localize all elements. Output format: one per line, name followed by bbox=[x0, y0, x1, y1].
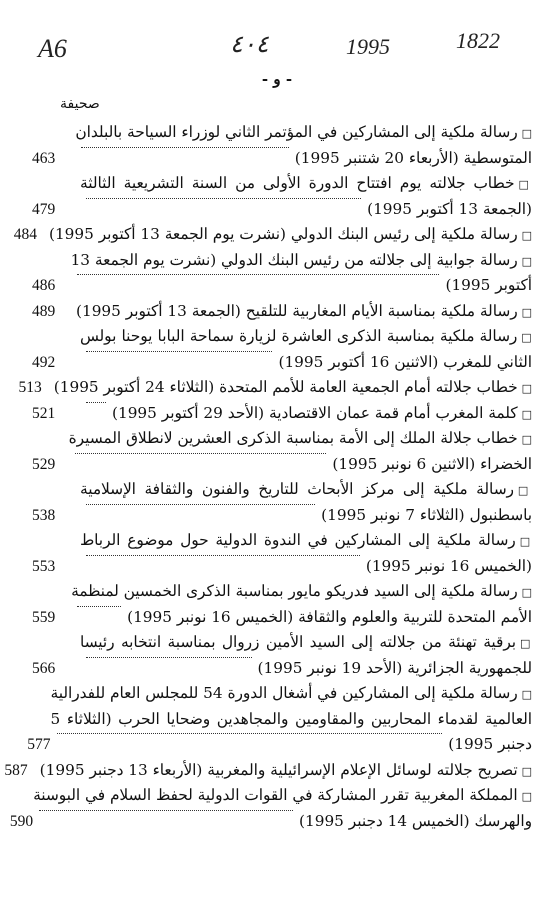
square-bullet-icon: □ bbox=[521, 433, 532, 446]
toc-page-number: 513 bbox=[18, 379, 42, 396]
square-bullet-icon: □ bbox=[521, 305, 532, 319]
toc-entry-line bbox=[80, 350, 532, 376]
toc-entry-line bbox=[51, 732, 532, 758]
toc-entry bbox=[18, 375, 532, 401]
toc-page-number: 590 bbox=[9, 812, 34, 830]
toc-entry bbox=[32, 171, 532, 222]
leader-dots bbox=[77, 273, 440, 275]
page-marker: - و - bbox=[261, 70, 293, 88]
toc-entry-text-wrap bbox=[80, 633, 532, 651]
toc-entry-line bbox=[51, 707, 532, 733]
handwritten-a6: A6 bbox=[38, 34, 67, 63]
toc-entry bbox=[32, 426, 532, 477]
toc-entry-title bbox=[33, 783, 532, 834]
toc-entry-text-wrap bbox=[40, 758, 532, 784]
toc-page-number: 566 bbox=[32, 659, 56, 677]
toc-entry-line bbox=[69, 452, 532, 478]
square-bullet-icon: □ bbox=[521, 254, 532, 268]
toc-page-number: 486 bbox=[32, 277, 56, 294]
toc-entry-text-wrap bbox=[33, 786, 532, 804]
toc-entry-title bbox=[71, 579, 532, 630]
toc-entry-text: رسالة ملكية بمناسبة الأيام المغاربية للتلقيح (الجمعة 13 أكتوبر 1995) bbox=[76, 301, 518, 320]
toc-page-number: 463 bbox=[32, 149, 56, 167]
toc-entry-text: الثاني للمغرب (الاثنين 16 أكتوبر 1995) bbox=[278, 352, 532, 371]
toc-page-number: 587 bbox=[4, 761, 28, 779]
toc-entry bbox=[32, 579, 532, 630]
toc-entry-title bbox=[64, 299, 532, 325]
toc-entry-title bbox=[71, 248, 532, 299]
toc-entry bbox=[4, 758, 532, 784]
square-bullet-icon: □ bbox=[521, 407, 532, 421]
leader-dots bbox=[57, 732, 443, 734]
toc-list bbox=[4, 120, 532, 834]
toc-entry-text: رسالة ملكية إلى المشاركين في المؤتمر الثاني لوزراء السياحة بالبلدان bbox=[75, 123, 518, 141]
toc-entry-title bbox=[80, 630, 532, 681]
toc-entry-line bbox=[80, 503, 532, 529]
toc-entry-text: رسالة جوابية إلى جلالته من رئيس البنك الدولي (نشرت يوم الجمعة 13 bbox=[70, 250, 518, 269]
toc-page-number: 553 bbox=[32, 557, 56, 575]
toc-entry bbox=[32, 324, 532, 375]
toc-entry-text-wrap bbox=[80, 174, 532, 192]
square-bullet-icon: □ bbox=[521, 331, 532, 344]
toc-entry bbox=[32, 120, 532, 171]
toc-entry-line bbox=[80, 477, 532, 503]
toc-entry-text: خطاب جلالته أمام الجمعية العامة للأمم المتحدة (الثلاثاء 24 أكتوبر 1995) bbox=[53, 378, 518, 396]
toc-page-number: 538 bbox=[32, 506, 56, 524]
toc-entry-text: كلمة المغرب أمام قمة عمان الاقتصادية (الأحد 29 أكتوبر 1995) bbox=[112, 403, 518, 422]
toc-entry-title bbox=[80, 324, 532, 375]
toc-entry-line bbox=[80, 630, 532, 656]
toc-entry-line bbox=[80, 197, 532, 223]
toc-entry-text: باسطنبول (الثلاثاء 7 نونبر 1995) bbox=[321, 505, 532, 524]
toc-entry-line bbox=[71, 248, 532, 274]
leader-dots bbox=[77, 605, 121, 607]
toc-entry-line bbox=[80, 656, 532, 682]
toc-entry-text-wrap bbox=[49, 222, 532, 248]
toc-entry-line bbox=[71, 605, 532, 631]
toc-page-number: 529 bbox=[32, 455, 56, 473]
toc-entry-title bbox=[80, 401, 532, 427]
toc-entry-line bbox=[71, 579, 532, 605]
toc-page-number: 489 bbox=[32, 302, 56, 320]
leader-dots bbox=[39, 809, 293, 811]
square-bullet-icon: □ bbox=[518, 178, 532, 191]
toc-entry-text: تصريح جلالته لوسائل الإعلام الإسرائيلية والمغربية (الأربعاء 13 دجنبر 1995) bbox=[39, 760, 518, 779]
leader-dots bbox=[86, 503, 315, 505]
toc-entry-line bbox=[33, 809, 532, 835]
square-bullet-icon: □ bbox=[521, 688, 532, 701]
square-bullet-icon: □ bbox=[521, 764, 532, 778]
toc-entry-text-wrap bbox=[69, 429, 532, 447]
toc-entry bbox=[32, 630, 532, 681]
square-bullet-icon: □ bbox=[520, 637, 532, 650]
toc-entry bbox=[32, 528, 532, 579]
column-header-page: صحيفة bbox=[60, 96, 100, 112]
toc-entry-text: برقية تهنئة من جلالته إلى السيد الأمين زروال بمناسبة انتخابه رئيسا bbox=[80, 633, 517, 651]
toc-entry bbox=[32, 299, 532, 325]
toc-entry-text-wrap bbox=[71, 582, 532, 600]
toc-entry-text: (الخميس 16 نونبر 1995) bbox=[365, 556, 532, 575]
toc-entry-line bbox=[42, 375, 532, 401]
toc-entry bbox=[9, 783, 532, 834]
toc-entry-line bbox=[69, 426, 532, 452]
leader-dots bbox=[86, 197, 361, 199]
toc-entry-text: رسالة ملكية إلى السيد فدريكو مايور بمناسبة الذكرى الخمسين لمنظمة bbox=[71, 582, 518, 600]
toc-entry-text-wrap bbox=[71, 251, 532, 269]
toc-entry-text: رسالة ملكية إلى المشاركين في الندوة الدولية حول موضوع الرباط bbox=[80, 531, 516, 549]
toc-entry-line bbox=[37, 222, 532, 248]
square-bullet-icon: □ bbox=[521, 382, 532, 395]
toc-entry-text: رسالة ملكية إلى المشاركين في أشغال الدورة 54 للمجلس العام للفدرالية bbox=[50, 684, 518, 702]
leader-dots bbox=[86, 656, 252, 658]
toc-page-number: 479 bbox=[32, 200, 56, 218]
toc-entry-text-wrap bbox=[75, 123, 532, 141]
leader-dots bbox=[75, 452, 327, 454]
toc-entry-line bbox=[80, 528, 532, 554]
toc-entry-text-wrap bbox=[112, 401, 532, 427]
toc-entry-text: خطاب جلالة الملك إلى الأمة بمناسبة الذكرى العشرين لانطلاق المسيرة bbox=[68, 429, 518, 447]
leader-dots bbox=[86, 350, 272, 352]
leader-dots bbox=[81, 146, 288, 148]
toc-entry-line bbox=[80, 554, 532, 580]
toc-page-number: 559 bbox=[32, 608, 56, 626]
toc-entry-title bbox=[51, 681, 532, 758]
toc-entry-text: والهرسك (الخميس 14 دجنبر 1995) bbox=[299, 811, 532, 830]
toc-entry-text-wrap bbox=[51, 684, 532, 702]
toc-entry-text: للجمهورية الجزائرية (الأحد 19 نونبر 1995) bbox=[257, 658, 532, 677]
toc-entry-text: الخضراء (الاثنين 6 نونبر 1995) bbox=[332, 454, 532, 473]
toc-entry-text: (الجمعة 13 أكتوبر 1995) bbox=[367, 199, 532, 218]
toc-entry-text-wrap bbox=[80, 480, 532, 498]
toc-entry-text-wrap bbox=[54, 375, 532, 401]
toc-entry-line bbox=[75, 146, 532, 172]
toc-entry-title bbox=[80, 477, 532, 528]
toc-entry-line bbox=[71, 273, 532, 299]
toc-entry-text: المتوسطية (الأربعاء 20 شتنبر 1995) bbox=[294, 148, 532, 167]
toc-entry-title bbox=[69, 426, 532, 477]
toc-entry-line bbox=[80, 171, 532, 197]
square-bullet-icon: □ bbox=[517, 484, 532, 497]
toc-entry bbox=[32, 477, 532, 528]
toc-entry-title bbox=[80, 171, 532, 222]
toc-entry-text-wrap bbox=[80, 531, 532, 549]
toc-entry bbox=[13, 222, 532, 248]
toc-entry-line bbox=[51, 681, 532, 707]
toc-entry-text: خطاب جلالته يوم افتتاح الدورة الأولى من السنة التشريعية الثالثة bbox=[80, 174, 515, 192]
handwritten-number: 1822 bbox=[456, 28, 500, 53]
toc-entry-title bbox=[42, 375, 532, 401]
toc-entry-text: الأمم المتحدة للتربية والعلوم والثقافة (الخميس 16 نونبر 1995) bbox=[127, 607, 532, 626]
toc-page-number: 492 bbox=[32, 353, 56, 371]
toc-entry-text-wrap bbox=[80, 327, 532, 345]
handwritten-year: 1995 bbox=[346, 34, 390, 59]
toc-entry-text: رسالة ملكية بمناسبة الذكرى العاشرة لزيارة سماحة البابا يوحنا بولس bbox=[80, 327, 518, 345]
toc-entry-text: المملكة المغربية تقرر المشاركة في القوات الدولية لحفظ السلام في البوسنة bbox=[33, 786, 518, 804]
toc-entry-text: أكتوبر 1995) bbox=[445, 276, 532, 294]
toc-page-number: 577 bbox=[27, 736, 51, 753]
toc-entry bbox=[32, 248, 532, 299]
toc-entry-text: رسالة ملكية إلى مركز الأبحاث للتاريخ والفنون والثقافة الإسلامية bbox=[80, 480, 514, 498]
toc-page-number: 484 bbox=[13, 226, 37, 243]
toc-entry-text: دجنبر 1995) bbox=[448, 735, 532, 753]
toc-entry-line bbox=[64, 299, 532, 325]
square-bullet-icon: □ bbox=[521, 790, 532, 803]
toc-entry-text: رسالة ملكية إلى رئيس البنك الدولي (نشرت يوم الجمعة 13 أكتوبر 1995) bbox=[48, 225, 518, 243]
leader-dots bbox=[86, 554, 360, 556]
toc-page-number: 521 bbox=[32, 404, 56, 422]
toc-entry bbox=[27, 681, 532, 758]
square-bullet-icon: □ bbox=[521, 229, 532, 242]
leader-dots bbox=[86, 401, 106, 403]
handwritten-404: ٤٠٤ bbox=[230, 32, 269, 58]
square-bullet-icon: □ bbox=[521, 127, 532, 140]
toc-entry bbox=[32, 401, 532, 427]
toc-entry-line bbox=[80, 401, 532, 427]
toc-entry-text: العالمية لقدماء المحاربين والمقاومين والمجاهدين وضحايا الحرب (الثلاثاء 5 bbox=[50, 709, 532, 728]
toc-entry-title bbox=[80, 528, 532, 579]
toc-entry-title bbox=[28, 758, 532, 784]
toc-entry-line bbox=[75, 120, 532, 146]
toc-entry-title bbox=[37, 222, 532, 248]
toc-entry-line bbox=[28, 758, 532, 784]
toc-entry-line bbox=[80, 324, 532, 350]
toc-entry-text-wrap bbox=[76, 299, 532, 325]
square-bullet-icon: □ bbox=[521, 586, 532, 599]
toc-entry-title bbox=[75, 120, 532, 171]
toc-entry-line bbox=[33, 783, 532, 809]
square-bullet-icon: □ bbox=[519, 535, 532, 548]
